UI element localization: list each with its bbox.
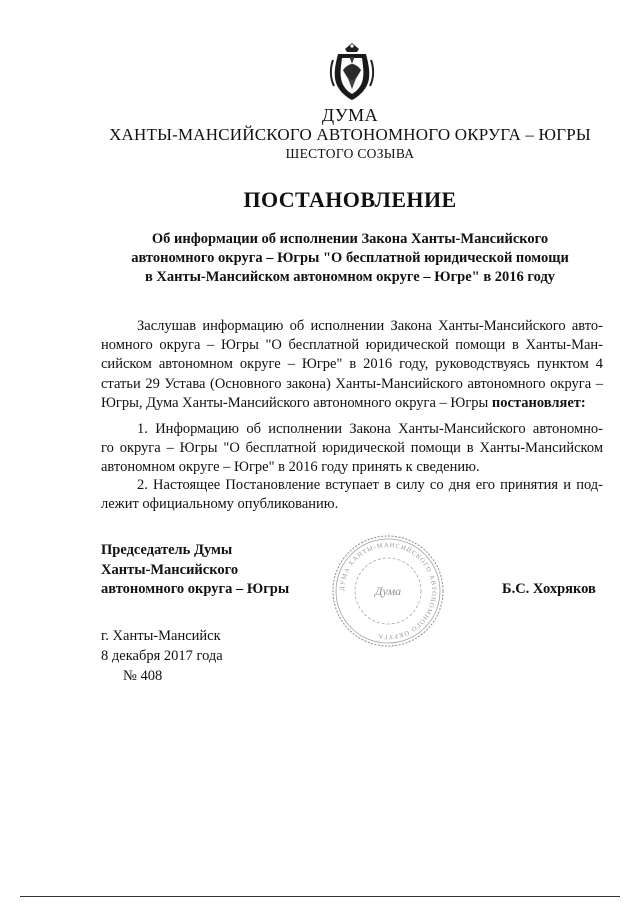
text-line: 1. Информацию об исполнении Закона Ханты-Мансийского автономно- [137,421,603,437]
signature-position [101,541,289,600]
text-line: лежит официальному опубликованию. [101,496,339,513]
text-line: го округа – Югры "О бесплатной юридической помощи в Ханты-Мансийском [101,440,603,457]
text-line: статьи 29 Устава (Основного закона) Ханты-Мансийского автономного округа – [101,375,603,392]
header-sozyv: ШЕСТОГО СОЗЫВА [285,146,415,161]
stamp-ring-text: ДУМА ХАНТЫ-МАНСИЙСКОГО АВТОНОМНОГО ОКРУГА [338,541,438,641]
text-line: сийском автономном округе – Югре" в 2016 году, руководствуясь пунктом 4 [101,356,603,373]
signer-name: Б.С. Хохряков [502,581,596,597]
text-line-body: Югры, Дума Ханты-Мансийского автономного округа – Югры [101,394,489,411]
paragraph-preamble [101,317,603,413]
position-line: Ханты-Мансийского [101,561,239,578]
text-line: номного округа – Югры "О бесплатной юридической помощи в Ханты-Ман- [101,337,603,354]
resolution-keyword: постановляет: [491,394,586,411]
document-title [100,230,600,287]
position-line: автономного округа – Югры [101,581,290,597]
date: 8 декабря 2017 года [101,648,223,664]
text-line: автономном округе – Югре" в 2016 году принять к сведению. [101,459,480,476]
page-bottom-rule [20,896,620,897]
coat-of-arms-icon [326,40,378,102]
stamp-center-text: Дума [374,584,402,598]
title-line: автономного округа – Югры "О бесплатной юридической помощи [131,250,569,266]
title-line: в Ханты-Мансийском автономном округе – Югре" в 2016 году [144,269,556,285]
header-duma: ДУМА [321,105,379,125]
title-line: Об информации об исполнении Закона Ханты-Мансийского [151,231,549,247]
position-line: Председатель Думы [101,542,233,558]
paragraph-item-1 [101,420,603,478]
round-seal-stamp-icon [330,533,446,649]
document-type: ПОСТАНОВЛЕНИЕ [243,187,457,212]
text-line-last [101,394,603,413]
text-line: 2. Настоящее Постановление вступает в силу со дня его принятия и под- [137,477,603,493]
text-line: Заслушав информацию об исполнении Закона Ханты-Мансийского авто- [137,318,603,334]
city: г. Ханты-Мансийск [101,628,221,644]
paragraph-item-2 [101,476,603,514]
document-place-date [101,626,223,686]
header-okrug: ХАНТЫ-МАНСИЙСКОГО АВТОНОМНОГО ОКРУГА – ЮГРЫ [109,125,591,144]
document-number: № 408 [123,668,163,684]
